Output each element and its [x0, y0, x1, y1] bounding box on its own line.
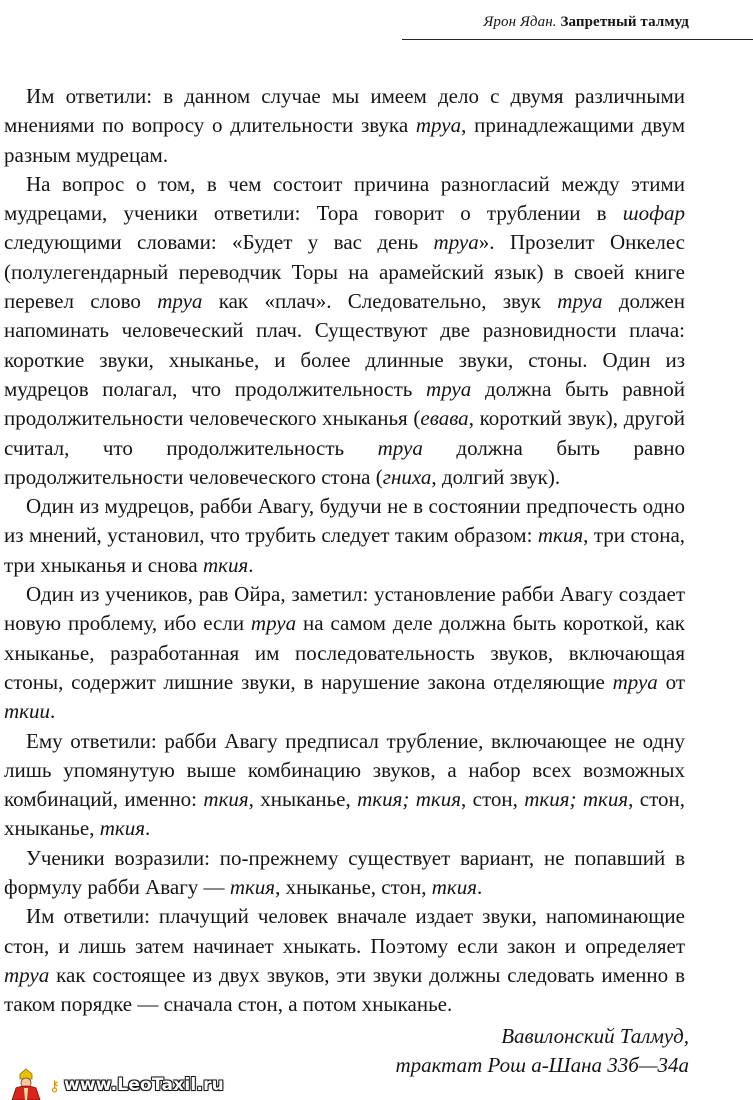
italic-term: труа	[157, 289, 203, 314]
italic-term: евава	[420, 406, 469, 431]
paragraph	[4, 82, 685, 170]
italic-term: труа	[4, 962, 50, 987]
text-run: как «плач». Следовательно, звук	[202, 289, 558, 314]
header-author: Ярон Ядан.	[483, 14, 557, 30]
text-run: , долгий звук).	[431, 464, 561, 489]
paragraph	[4, 492, 685, 580]
bishop-figure-icon	[6, 1068, 46, 1100]
text-run: Один из мудрецов, рабби Авагу, будучи не в состоянии предпочесть одно из мнений, установил, что трубить следует таким образом:	[4, 494, 685, 548]
italic-term: труа	[415, 113, 462, 138]
text-run: должна быть равной продолжительности человеческого хныканья (	[4, 376, 685, 431]
text-run: Ученики возразили: по-прежнему существует вариант, не попавший в формулу рабби Авагу —	[4, 845, 685, 900]
text-run: , стон,	[461, 787, 525, 812]
text-run: ». Прозелит Онкелес (полулегендарный переводчик Торы на арамейский язык) в своей книге перевел слово	[4, 230, 685, 314]
header-title: Запретный талмуд	[560, 14, 689, 30]
header-rule	[402, 39, 753, 40]
italic-term: ткия; ткия	[357, 787, 462, 812]
source-line-2: трактат Рош а-Шана 33б—34а	[395, 1053, 689, 1077]
text-run: , три стона, три хныканья и снова	[4, 523, 686, 577]
body-text	[4, 82, 685, 1020]
text-run: должна быть равно продолжительности человеческого стона (	[4, 435, 685, 489]
italic-term: ткия; ткия	[524, 787, 629, 812]
watermark[interactable]	[0, 1068, 260, 1100]
text-run: , хныканье, стон,	[275, 875, 432, 900]
text-run: , короткий звук), другой считал, что продолжительность	[4, 406, 685, 460]
italic-term: гниха	[382, 464, 432, 489]
text-run: как состоящее из двух звуков, эти звуки должны следовать именно в таком порядке — сначала стон, а потом хныканье.	[4, 962, 685, 1017]
running-head	[483, 14, 689, 31]
italic-term: ткия	[229, 875, 276, 900]
italic-term: ткии	[4, 699, 50, 724]
text-run: должен напоминать человеческий плач. Существуют две разновидности плача: короткие звуки, хныканье, и более длинные звуки, стоны. Один из мудрецов полагал, что продолжительность	[4, 289, 685, 401]
paragraph	[4, 902, 685, 1019]
italic-term: труа	[557, 289, 603, 314]
text-run: на самом деле должна быть короткой, как хныканье, разработанная им последовательность звуков, включающая стоны, содержит лишние звуки, в нарушение закона отделяющие	[4, 611, 686, 694]
italic-term: труа	[433, 230, 479, 255]
text-run: Ему ответили: рабби Авагу предписал трубление, включающее не одну лишь упомянутую выше комбинацию звуков, а набор всех возможных комбинаций, именно:	[4, 728, 685, 812]
text-run: Один из учеников, рав Ойра, заметил: установление рабби Авагу создает новую проблему, ибо если	[4, 582, 685, 636]
italic-term: труа	[377, 435, 423, 460]
key-icon: ⚷	[49, 1077, 60, 1095]
paragraph	[4, 580, 685, 726]
watermark-link[interactable]: www.LeoTaxil.ru	[64, 1075, 224, 1095]
paragraph	[4, 170, 685, 492]
text-run: .	[477, 875, 483, 900]
text-run: от	[657, 669, 685, 694]
italic-term: ткия	[203, 787, 249, 812]
italic-term: труа	[426, 376, 472, 401]
text-run: .	[144, 816, 151, 841]
italic-term: ткия	[431, 875, 477, 900]
source-citation	[395, 1022, 689, 1080]
italic-term: ткия	[202, 552, 249, 577]
italic-term: труа	[612, 669, 658, 694]
italic-term: ткия	[99, 816, 145, 841]
text-run: Им ответили: в данном случае мы имеем дело с двумя различными мнениями по вопросу о длительности звука	[4, 84, 685, 138]
source-line-1: Вавилонский Талмуд,	[501, 1024, 689, 1048]
italic-term: труа	[250, 611, 297, 636]
text-run: следующими словами: «Будет у вас день	[4, 230, 434, 255]
text-run: .	[248, 552, 254, 577]
page-header	[0, 0, 753, 42]
paragraph	[4, 727, 685, 844]
text-run: , стон, хныканье,	[4, 787, 685, 841]
text-run: Им ответили: плачущий человек вначале издает звуки, напоминающие стон, и лишь затем начинает хныкать. Поэтому если закон и определяет	[4, 904, 685, 958]
paragraph	[4, 844, 685, 903]
italic-term: шофар	[622, 201, 685, 226]
italic-term: ткия	[537, 523, 584, 548]
text-run: , принадлежащими двум разным мудрецам.	[4, 113, 685, 167]
text-run: На вопрос о том, в чем состоит причина разногласий между этими мудрецами, ученики ответили: Тора говорит о трублении в	[4, 171, 685, 226]
text-run: .	[50, 699, 56, 724]
text-run: , хныканье,	[248, 787, 358, 812]
